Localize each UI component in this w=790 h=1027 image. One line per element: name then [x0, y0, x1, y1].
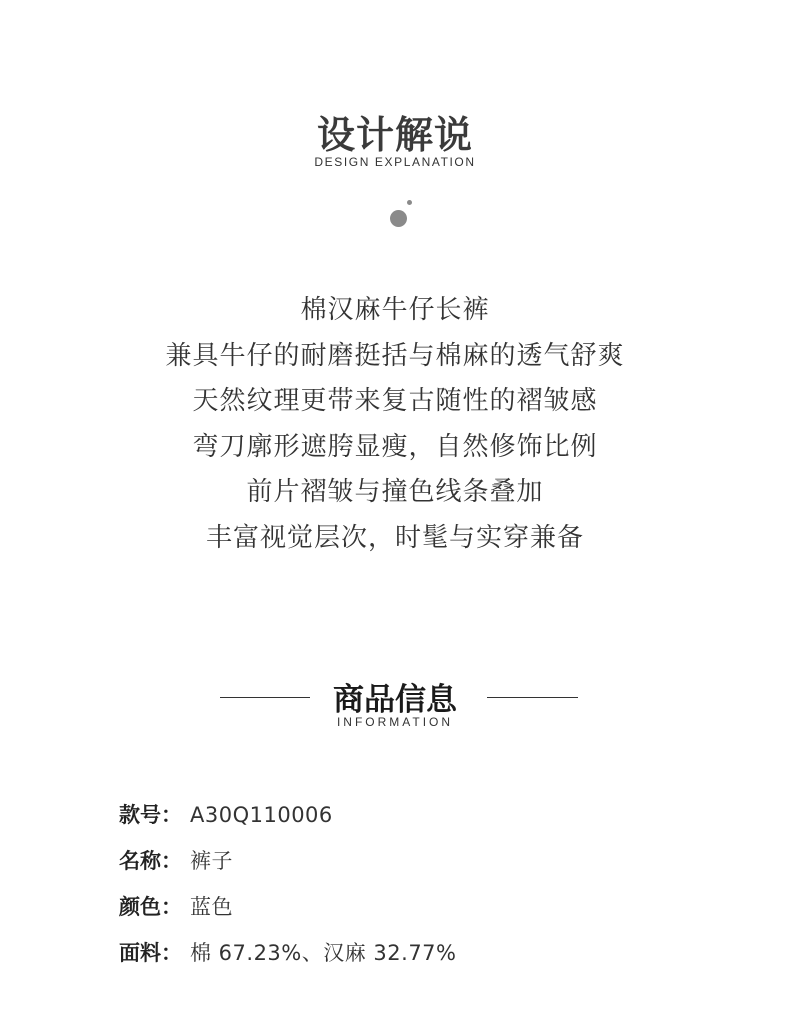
info-row-fabric — [119, 936, 457, 982]
info-label: 名称： — [119, 849, 182, 873]
design-description — [0, 288, 790, 561]
info-value: 蓝色 — [190, 895, 233, 919]
info-value: 棉 67.23%、汉麻 32.77% — [190, 941, 457, 965]
info-label: 款号： — [119, 803, 182, 827]
large-dot-icon — [390, 210, 407, 227]
info-row-style-number — [119, 798, 457, 844]
description-line: 前片褶皱与撞色线条叠加 — [246, 477, 544, 507]
description-line: 棉汉麻牛仔长裤 — [300, 295, 490, 325]
description-line: 丰富视觉层次，时髦与实穿兼备 — [205, 522, 584, 553]
info-row-name — [119, 844, 457, 890]
info-row-color — [119, 890, 457, 936]
small-dot-icon — [407, 200, 412, 205]
design-subtitle: DESIGN EXPLANATION — [314, 155, 476, 169]
divider-right — [487, 697, 578, 698]
description-line: 天然纹理更带来复古随性的褶皱感 — [192, 386, 598, 416]
design-title: 设计解说 — [316, 113, 473, 157]
info-label: 面料： — [119, 941, 182, 965]
description-line: 兼具牛仔的耐磨挺括与棉麻的透气舒爽 — [165, 340, 625, 371]
description-line: 弯刀廓形遮胯显瘦，自然修饰比例 — [192, 431, 598, 462]
info-value: A30Q110006 — [190, 803, 333, 827]
decorative-dots — [388, 198, 418, 230]
info-label: 颜色： — [119, 895, 182, 919]
info-list — [119, 798, 457, 982]
info-value: 裤子 — [190, 849, 233, 873]
info-subtitle: INFORMATION — [336, 715, 454, 729]
info-title: 商品信息 — [333, 682, 457, 718]
